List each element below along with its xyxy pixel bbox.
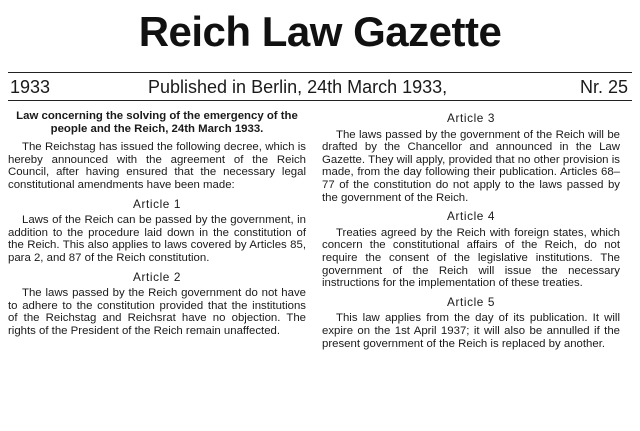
article-2-text: The laws passed by the Reich government do not have to adhere to the constitution provided that the institutions of the Reichstag and Reichsrat have no objection. The rights of the President of the Reich remain unaffected. [8, 287, 306, 337]
article-3-heading: Article 3 [446, 111, 495, 125]
bottom-rule [8, 100, 632, 101]
dateline [8, 74, 632, 100]
article-3-text: The laws passed by the government of the Reich will be drafted by the Chancellor and announced in the Law Gazette. They will apply, provided that no other provision is made, from the day following their publication. Articles 68–77 of the constitution do not apply to the laws passed by the government of the Reich. [322, 128, 620, 204]
article-4-heading: Article 4 [446, 209, 495, 224]
issue-number: Nr. 25 [579, 77, 628, 97]
issue-year: 1933 [10, 77, 51, 97]
article-2-heading: Article 2 [132, 269, 181, 284]
article-5-text: This law applies from the day of its publication. It will expire on the 1st April 1937; it will also be annulled if the present government of the Reich is replaced by another. [322, 312, 620, 350]
preamble: The Reichstag has issued the following decree, which is hereby announced with the agreement of the Reich Council, after having ensured that the necessary legal constitutional amendments have been made: [8, 141, 306, 191]
law-title: Law concerning the solving of the emergency of the people and the Reich, 24th March 1933. [16, 110, 298, 135]
left-column [8, 110, 306, 344]
article-5-heading: Article 5 [446, 294, 495, 309]
article-4-text: Treaties agreed by the Reich with foreign states, which concern the constitutional affairs of the Reich, do not require the consent of the legislative institutions. The government of the Reich will issue the necessary instructions for the implementation of these treaties. [322, 226, 620, 290]
gazette-masthead: Reich Law Gazette [138, 8, 502, 55]
top-rule [8, 72, 632, 73]
article-1-heading: Article 1 [132, 196, 181, 211]
right-column [322, 110, 620, 356]
publication-line: Published in Berlin, 24th March 1933, [148, 77, 448, 97]
article-1-text: Laws of the Reich can be passed by the government, in addition to the procedure laid down in the constitution of the Reich. This also applies to laws covered by Articles 85, para 2, and 87 of the Reich constitution. [8, 214, 306, 264]
